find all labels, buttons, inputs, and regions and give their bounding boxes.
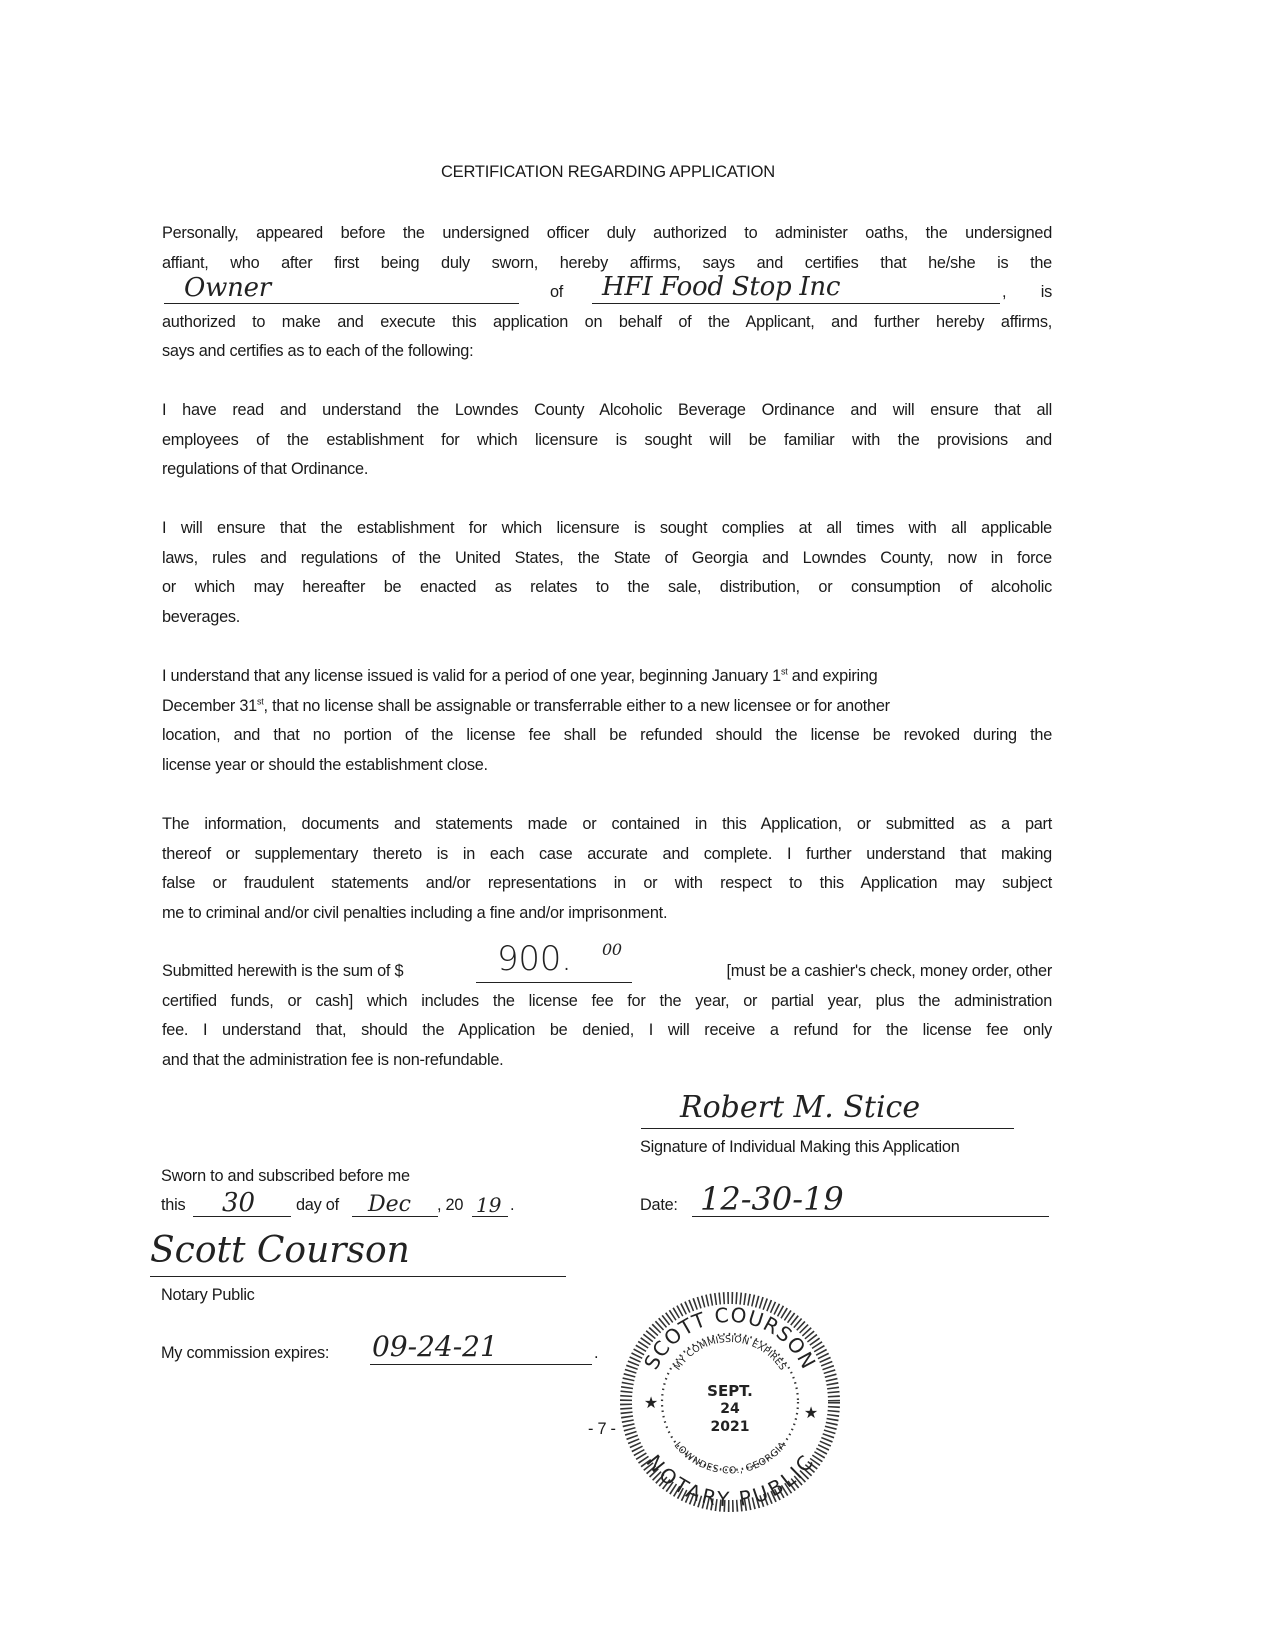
text-line	[162, 692, 1052, 722]
text-line: The information, documents and statements made or contained in this Application, or submitted as a part	[162, 815, 1052, 833]
text: st	[257, 696, 264, 707]
document-title: CERTIFICATION REGARDING APPLICATION	[440, 163, 776, 181]
of-label: of	[550, 283, 564, 302]
text: , that no license shall be assignable or transferrable either to a new licensee or for another	[263, 696, 890, 715]
text-line: I have read and understand the Lowndes County Alcoholic Beverage Ordinance and will ensure that all	[162, 401, 1052, 419]
text: and expiring	[787, 667, 878, 685]
text-line: location, and that no portion of the license fee shall be refunded should the license be revoked during the	[162, 726, 1052, 745]
day-field-value[interactable]: 30	[222, 1188, 256, 1218]
sworn-text: Sworn to and subscribed before me	[161, 1167, 410, 1185]
seal-county: LOWNDES CO., GEORGIA	[671, 1440, 789, 1477]
text-line	[162, 662, 1052, 692]
text: st	[780, 666, 788, 677]
paragraph-accuracy	[162, 810, 1052, 928]
notary-signature-line	[150, 1276, 566, 1277]
text-line	[162, 939, 1052, 987]
text-line: certified funds, or cash] which includes the license fee for the year, or partial year, plus the administration	[162, 991, 1052, 1010]
notary-public-label: Notary Public	[161, 1286, 255, 1304]
notary-seal	[615, 1292, 845, 1512]
text-line: beverages.	[162, 607, 241, 626]
paragraph-payment	[162, 939, 1052, 1075]
company-field-value[interactable]: HFI Food Stop Inc	[602, 272, 841, 303]
date-field-value[interactable]: 12-30-19	[700, 1180, 844, 1218]
seal-bottom: NOTARY PUBLIC	[641, 1450, 819, 1512]
applicant-signature-line	[641, 1128, 1014, 1129]
page-number: - 7 -	[588, 1420, 616, 1438]
day-of-label: day of	[296, 1196, 339, 1214]
amount-field-rule	[476, 982, 632, 983]
star-icon: ★	[803, 1405, 819, 1422]
seal-name: SCOTT COURSON	[639, 1302, 821, 1374]
text-line: license year or should the establishment close.	[162, 755, 488, 774]
company-field-rule	[592, 303, 1000, 304]
this-label: this	[161, 1196, 186, 1214]
title-field-value[interactable]: Owner	[184, 273, 271, 304]
commission-field-value[interactable]: 09-24-21	[372, 1330, 498, 1363]
paragraph-license-term	[162, 662, 1052, 780]
year-prefix: , 20	[437, 1196, 464, 1214]
seal-month: SEPT.	[707, 1382, 753, 1400]
seal-year: 2021	[710, 1419, 750, 1435]
seal-day: 24	[720, 1401, 740, 1417]
text-line: fee. I understand that, should the Application be denied, I will receive a refund for the license fee only	[162, 1021, 1052, 1040]
year-field-value[interactable]: 19	[476, 1193, 502, 1217]
text-line: employees of the establishment for which licensure is sought will be familiar with the provisions and	[162, 430, 1052, 449]
intro-line-4: authorized to make and execute this application on behalf of the Applicant, and further hereby affirms,	[162, 312, 1052, 331]
text: December 31	[162, 696, 257, 715]
intro-line-5: says and certifies as to each of the following:	[162, 342, 474, 361]
text-line: I will ensure that the establishment for which licensure is sought complies at all times with all applicable	[162, 519, 1052, 537]
amount-cents: 00	[602, 940, 622, 959]
text-line: false or fraudulent statements and/or representations in or with respect to this Application may subject	[162, 874, 1052, 893]
text-line: and that the administration fee is non-refundable.	[162, 1050, 504, 1069]
paragraph-compliance	[162, 514, 1052, 632]
month-field-value[interactable]: Dec	[368, 1192, 411, 1217]
text: [must be a cashier's check, money order, other	[726, 962, 1052, 980]
paragraph-ordinance	[162, 396, 1052, 485]
intro-line-2: affiant, who after first being duly sworn, hereby affirms, says and certifies that he/she is the	[162, 253, 1052, 272]
text-line: or which may hereafter be enacted as relates to the sale, distribution, or consumption of alcoholic	[162, 578, 1052, 597]
seal-inner-top: MY COMMISSION EXPIRES	[672, 1333, 788, 1373]
notary-signature[interactable]: Scott Courson	[150, 1230, 410, 1271]
text-line: laws, rules and regulations of the United States, the State of Georgia and Lowndes County, now in force	[162, 548, 1052, 567]
text-line: thereof or supplementary thereto is in each case accurate and complete. I further understand that making	[162, 844, 1052, 863]
intro-line-1: Personally, appeared before the undersigned officer duly authorized to administer oaths, the undersigned	[162, 224, 1052, 242]
text-line: me to criminal and/or civil penalties including a fine and/or imprisonment.	[162, 903, 668, 922]
commission-label: My commission expires:	[161, 1344, 330, 1362]
intro-paragraph	[162, 219, 1052, 367]
commission-field-rule	[370, 1364, 592, 1365]
is-label: is	[1040, 283, 1052, 302]
date-label: Date:	[640, 1196, 678, 1214]
text-line: regulations of that Ordinance.	[162, 460, 369, 479]
intro-line-3: Owner of HFI Food Stop Inc , is	[162, 278, 1052, 308]
signature-caption: Signature of Individual Making this Application	[640, 1138, 960, 1156]
text: I understand that any license issued is valid for a period of one year, beginning January 1	[162, 667, 781, 685]
star-icon: ★	[643, 1395, 659, 1412]
amount-field-value[interactable]: 900.	[497, 939, 572, 979]
text: Submitted herewith is the sum of $	[162, 962, 404, 980]
applicant-signature[interactable]: Robert M. Stice	[680, 1090, 921, 1125]
